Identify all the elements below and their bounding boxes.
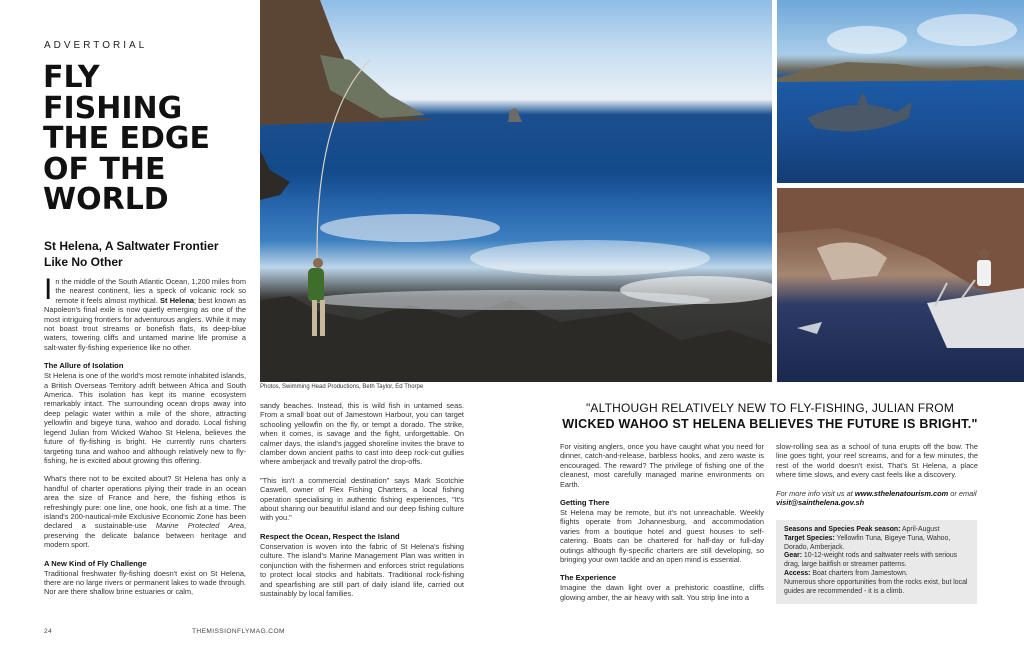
info-paragraph: For more info visit us at www.sthelenatourism.com or email visit@sainthelena.gov.sh	[776, 488, 977, 508]
paragraph: St Helena is one of the world's most remote inhabited islands, a British Overseas Territory adrift between Africa and South America. This isolation has kept its marine ecosystem remarkably intact. The surrounding ocean drops away into deep pelagic water within a mile of the shore, attracting yellowfin and bigeye tuna, wahoo and dorado. Local fishing legend Julian from Wicked Wahoo St Helena, believes the future of fly-fishing is bright. He currently runs charters targeting tuna and wahoo and although relatively new to fly-fishing, he is excited about growing this offering.	[44, 371, 246, 465]
paragraph: Conservation is woven into the fabric of St Helena's fishing culture. The island's Marine Management Plan was written in conjunction with the fishermen and enforces strict regulations to protect local stocks and habitats. Traditional rock-fishing and spearfishing are still part of daily island life, carried out sustainably by local families.	[260, 541, 464, 598]
heading-experience: The Experience	[560, 573, 617, 583]
photo-illustration	[260, 0, 772, 382]
pull-quote	[560, 400, 980, 432]
info-season: Seasons and Species Peak season: April-August	[784, 526, 940, 533]
heading-allure: The Allure of Isolation	[44, 361, 124, 371]
paragraph: Imagine the dawn light over a prehistoric coastline, cliffs glowing amber, the air heavy with salt. You strip line into a	[560, 583, 764, 602]
title-line: WORLD	[43, 182, 169, 217]
st-helena-bold: St Helena	[160, 295, 194, 305]
intro-paragraph: In the middle of the South Atlantic Ocean, 1,200 miles from the nearest continent, lies a speck of volcanic rock so remote it feels almost mythical. St Helena; best known as Napoleon's final exile is now quietly emerging as one of the most intriguing frontiers for adventurous anglers. While it may not boast trout streams or bonefish flats, its deep-blue waters, towering cliffs and untamed marine life promise a salt-water fly-fishing experience like no other.	[44, 273, 247, 352]
paragraph: Traditional freshwater fly-fishing doesn't exist on St Helena, there are no large rivers or permanent lakes to wade through. Nor are there shallow brine estuaries or calm,	[44, 568, 246, 597]
subtitle: St Helena, A Saltwater Frontier Like No Other	[44, 239, 219, 269]
page-number: 24	[44, 628, 53, 635]
info-gear: Gear: 10-12-weight rods and saltwater reels with serious drag, large baitfish or streamer patterns.	[784, 552, 958, 569]
paragraph: For visiting anglers, once you have caught what you need for dinner, catch-and-release, barbless hooks, and zero waste is encouraged. The reward? The privilege of fishing one of the cleanest, most carefully managed marine environments on Earth.	[560, 442, 764, 489]
pull-quote-line2: WICKED WAHOO ST HELENA BELIEVES THE FUTURE IS BRIGHT."	[562, 417, 978, 431]
dropcap: I	[44, 273, 53, 306]
title-line: THE EDGE	[43, 121, 211, 156]
email-link[interactable]: visit@sainthelena.gov.sh	[776, 498, 865, 508]
heading-getting-there: Getting There	[560, 498, 610, 508]
photo-boat-angler	[777, 188, 1024, 382]
tourism-link[interactable]: www.sthelenatourism.com	[854, 488, 949, 498]
pull-quote-line1: "ALTHOUGH RELATIVELY NEW TO FLY-FISHING, JULIAN FROM	[585, 401, 955, 415]
info-access: Access: Boat charters from Jamestown.	[784, 569, 908, 577]
paragraph: slow-rolling sea as a school of tuna erupts off the bow. The line goes tight, your reel screams, and for a few minutes, the rest of the world doesn't exist. That's St Helena, a place where time slows, and every cast feels like a discovery.	[776, 442, 978, 480]
photo-whale-shark	[777, 0, 1024, 183]
title-line: FISHING	[43, 90, 183, 126]
column-1	[44, 273, 247, 597]
column-2	[260, 401, 464, 598]
column-4	[776, 442, 978, 507]
photo-caption: Photos, Swimming Head Productions, Beth Taylor, Ed Thorpe	[260, 384, 424, 390]
photo-illustration	[777, 188, 1024, 382]
photo-illustration	[777, 0, 1024, 183]
footer-site[interactable]: THEMISSIONFLYMAG.COM	[192, 628, 285, 635]
paragraph: What's there not to be excited about? St Helena has only a handful of charter operations plying their trade in an ocean area the size of France and here, the fishing ethos is refreshingly pure: one line, one hook, one fish at a time. The island's 200-nautical-mile Exclusive Economic Zone has been declared a sustainable-use Marine Protected Area, preserving the delicate balance between heritage and modern sport.	[44, 474, 246, 550]
paragraph: sandy beaches. Instead, this is wild fish in untamed seas. From a small boat out of Jamestown Harbour, you can target schooling yellowfin on the fly, or tempt a dorado. The strike, when it comes, is savage and the fight, unforgettable. On calmer days, the island's jagged shoreline invites the brave to clamber down ancient paths to cast into deep rock-cut gullies where amberjack and trevally patrol the drop-offs.	[260, 401, 464, 467]
kicker: ADVERTORIAL	[44, 40, 148, 51]
heading-new-challenge: A New Kind of Fly Challenge	[44, 558, 147, 568]
heading-respect: Respect the Ocean, Respect the Island	[260, 531, 400, 541]
page-title	[43, 60, 253, 217]
paragraph: St Helena may be remote, but it's not unreachable. Weekly flights operate from Johannesburg, and accommodation varies from a boutique hotel and guest houses to self-catering. Boats can be chartered for half-day or full-day outings although fly-specific charters are still developing, so bringing your own tackle and an open mind is essential.	[560, 508, 764, 565]
photo-shore-angler	[260, 0, 772, 382]
column-3	[560, 442, 764, 602]
info-note: Numerous shore opportunities from the rocks exist, but local guides are recommended - it is a climb.	[784, 578, 968, 595]
title-line: OF THE	[43, 151, 166, 187]
quote-paragraph: "This isn't a commercial destination" says Mark Scotchie Caswell, owner of Flex Fishing Charters, a local fishing operation specialising in authentic fishing experiences, "It's about sharing our beautiful island and our deep fishing culture with you."	[260, 475, 464, 523]
title-line: FLY	[43, 60, 100, 95]
info-box	[776, 520, 977, 604]
info-target: Target Species: Yellowfin Tuna, Bigeye Tuna, Wahoo, Dorado, Amberjack.	[784, 534, 951, 551]
